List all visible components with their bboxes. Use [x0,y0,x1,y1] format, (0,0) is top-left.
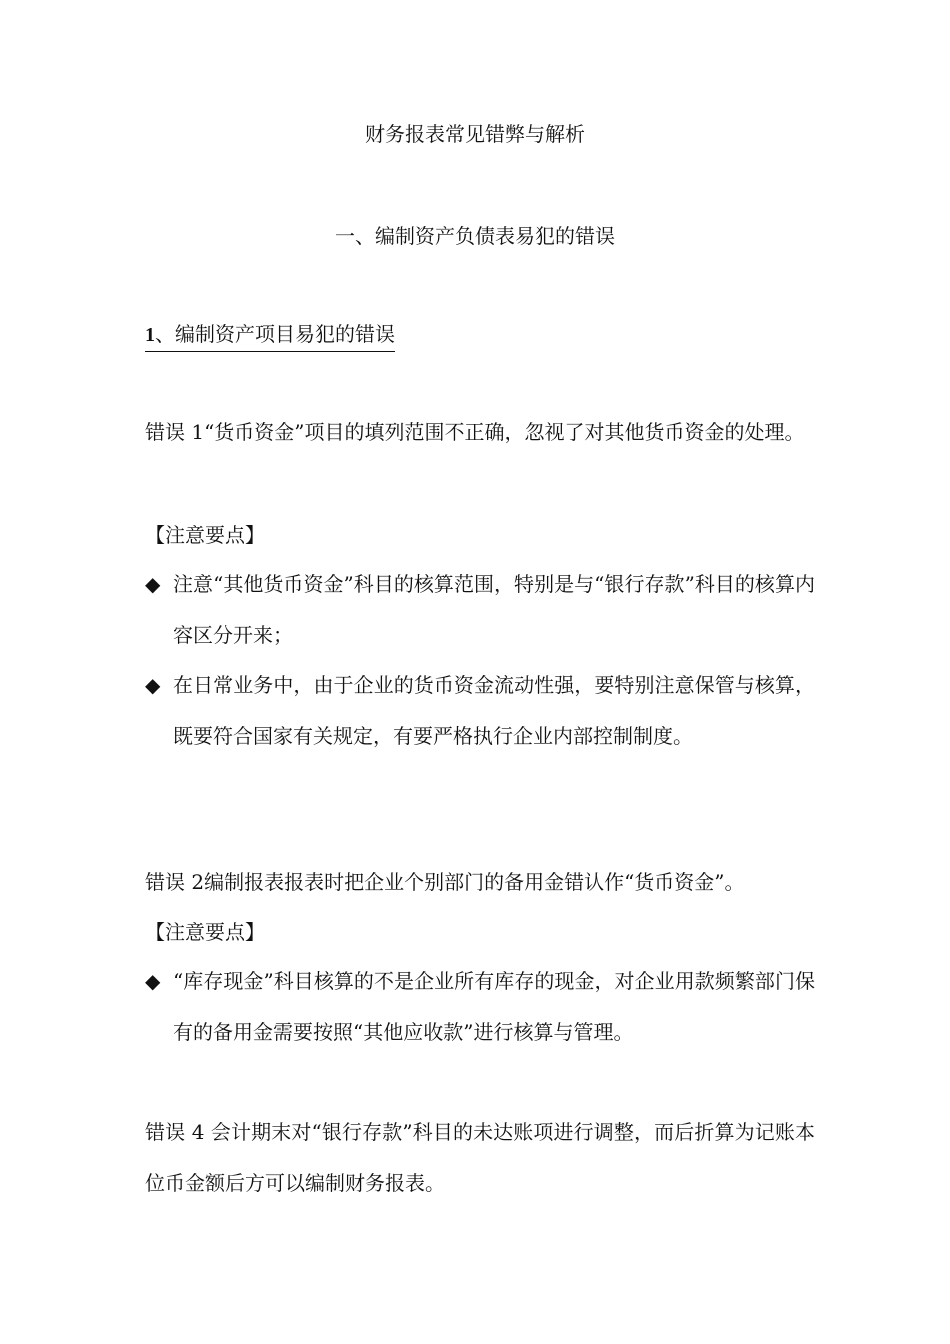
bullet-text: “库存现金”科目核算的不是企业所有库存的现金，对企业用款频繁部门保有的备用金需要按照“其他应收款”进行核算与管理。 [173,969,815,1044]
diamond-bullet-icon: ◆ [145,673,161,697]
error-4-text: 错误 4 会计期末对“银行存款”科目的未达账项进行调整，而后折算为记账本位币金额后方可以编制财务报表。 [145,1120,815,1195]
bullet-text: 在日常业务中，由于企业的货币资金流动性强，要特别注意保管与核算，既要符合国家有关规定，有要严格执行企业内部控制制度。 [173,673,815,748]
error-1-text: 错误 1“货币资金”项目的填列范围不正确，忽视了对其他货币资金的处理。 [145,420,805,444]
error-2-note-label: 【注意要点】 [145,920,265,944]
diamond-bullet-icon: ◆ [145,969,161,993]
diamond-bullet-icon: ◆ [145,572,161,596]
error-1-bullet-1 [145,559,815,661]
section-heading: 一、编制资产负债表易犯的错误 [335,224,615,248]
error-1-note-label: 【注意要点】 [145,523,265,547]
subsection-heading [145,320,395,352]
error-2-text: 错误 2编制报表报表时把企业个别部门的备用金错认作“货币资金”。 [145,870,745,894]
error-1-bullet-2 [145,660,815,762]
subsection-number: 1 [145,324,155,346]
bullet-text: 注意“其他货币资金”科目的核算范围，特别是与“银行存款”科目的核算内容区分开来； [173,572,815,647]
error-2-bullet-1 [145,956,815,1058]
document-title: 财务报表常见错弊与解析 [365,122,585,146]
subsection-title: 、编制资产项目易犯的错误 [155,322,395,346]
